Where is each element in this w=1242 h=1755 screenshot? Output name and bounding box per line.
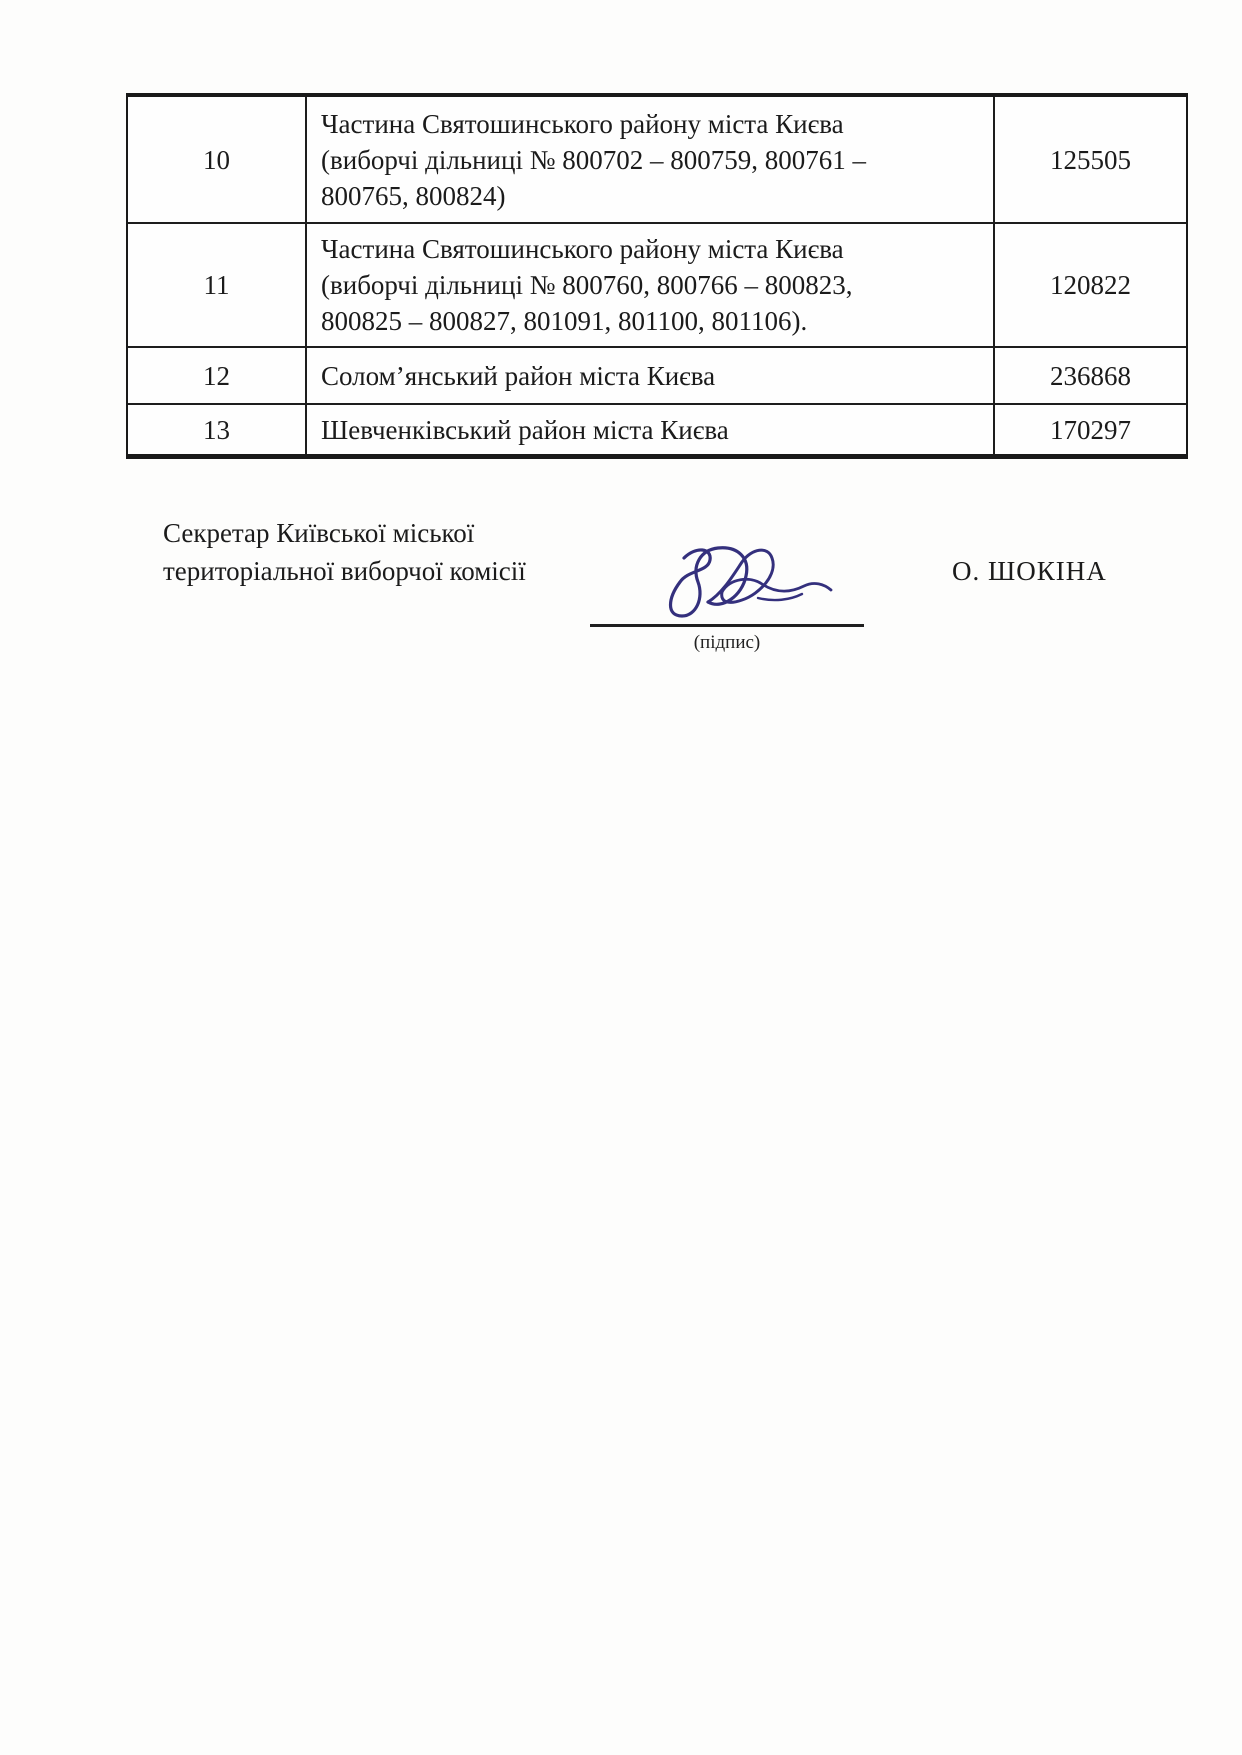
row-number: 12	[203, 360, 230, 391]
table-row	[128, 346, 1186, 403]
signatory-name: О. ШОКІНА	[952, 556, 1107, 586]
district-cell	[305, 405, 995, 454]
signature-caption: (підпис)	[693, 632, 761, 653]
row-number-cell	[128, 224, 305, 346]
district-line: Солом’янський район міста Києва	[321, 360, 716, 391]
voters-count: 125505	[1050, 144, 1131, 175]
voters-count-cell	[995, 348, 1186, 403]
row-number-cell	[128, 348, 305, 403]
district-line: 800825 – 800827, 801091, 801100, 801106).	[321, 306, 808, 336]
table-row	[128, 403, 1186, 454]
table-row	[128, 97, 1186, 222]
row-number: 11	[203, 270, 230, 300]
district-cell	[305, 348, 995, 403]
district-line: 800765, 800824)	[321, 180, 506, 211]
voters-count: 170297	[1050, 414, 1131, 445]
row-number: 10	[203, 144, 230, 175]
district-line: Частина Святошинського району міста Києва	[321, 108, 844, 139]
district-line: (виборчі дільниці № 800702 – 800759, 800761 –	[321, 144, 866, 175]
districts-table	[126, 93, 1188, 459]
signature-line	[590, 624, 864, 627]
row-number-cell	[128, 97, 305, 222]
voters-count-cell	[995, 405, 1186, 454]
voters-count: 120822	[1050, 270, 1131, 300]
signatory-title-line1: Секретар Київської міської	[163, 518, 475, 548]
signatory-title	[163, 514, 526, 590]
district-line: (виборчі дільниці № 800760, 800766 – 800823,	[321, 270, 853, 300]
table-row	[128, 222, 1186, 346]
row-number: 13	[203, 414, 230, 445]
voters-count-cell	[995, 224, 1186, 346]
district-line: Шевченківський район міста Києва	[321, 414, 729, 445]
row-number-cell	[128, 405, 305, 454]
voters-count: 236868	[1050, 360, 1131, 391]
signatory-title-line2: територіальної виборчої комісії	[163, 556, 526, 586]
district-cell	[305, 224, 995, 346]
district-line: Частина Святошинського району міста Києва	[321, 234, 844, 264]
voters-count-cell	[995, 97, 1186, 222]
district-cell	[305, 97, 995, 222]
handwritten-signature-image	[638, 536, 834, 632]
